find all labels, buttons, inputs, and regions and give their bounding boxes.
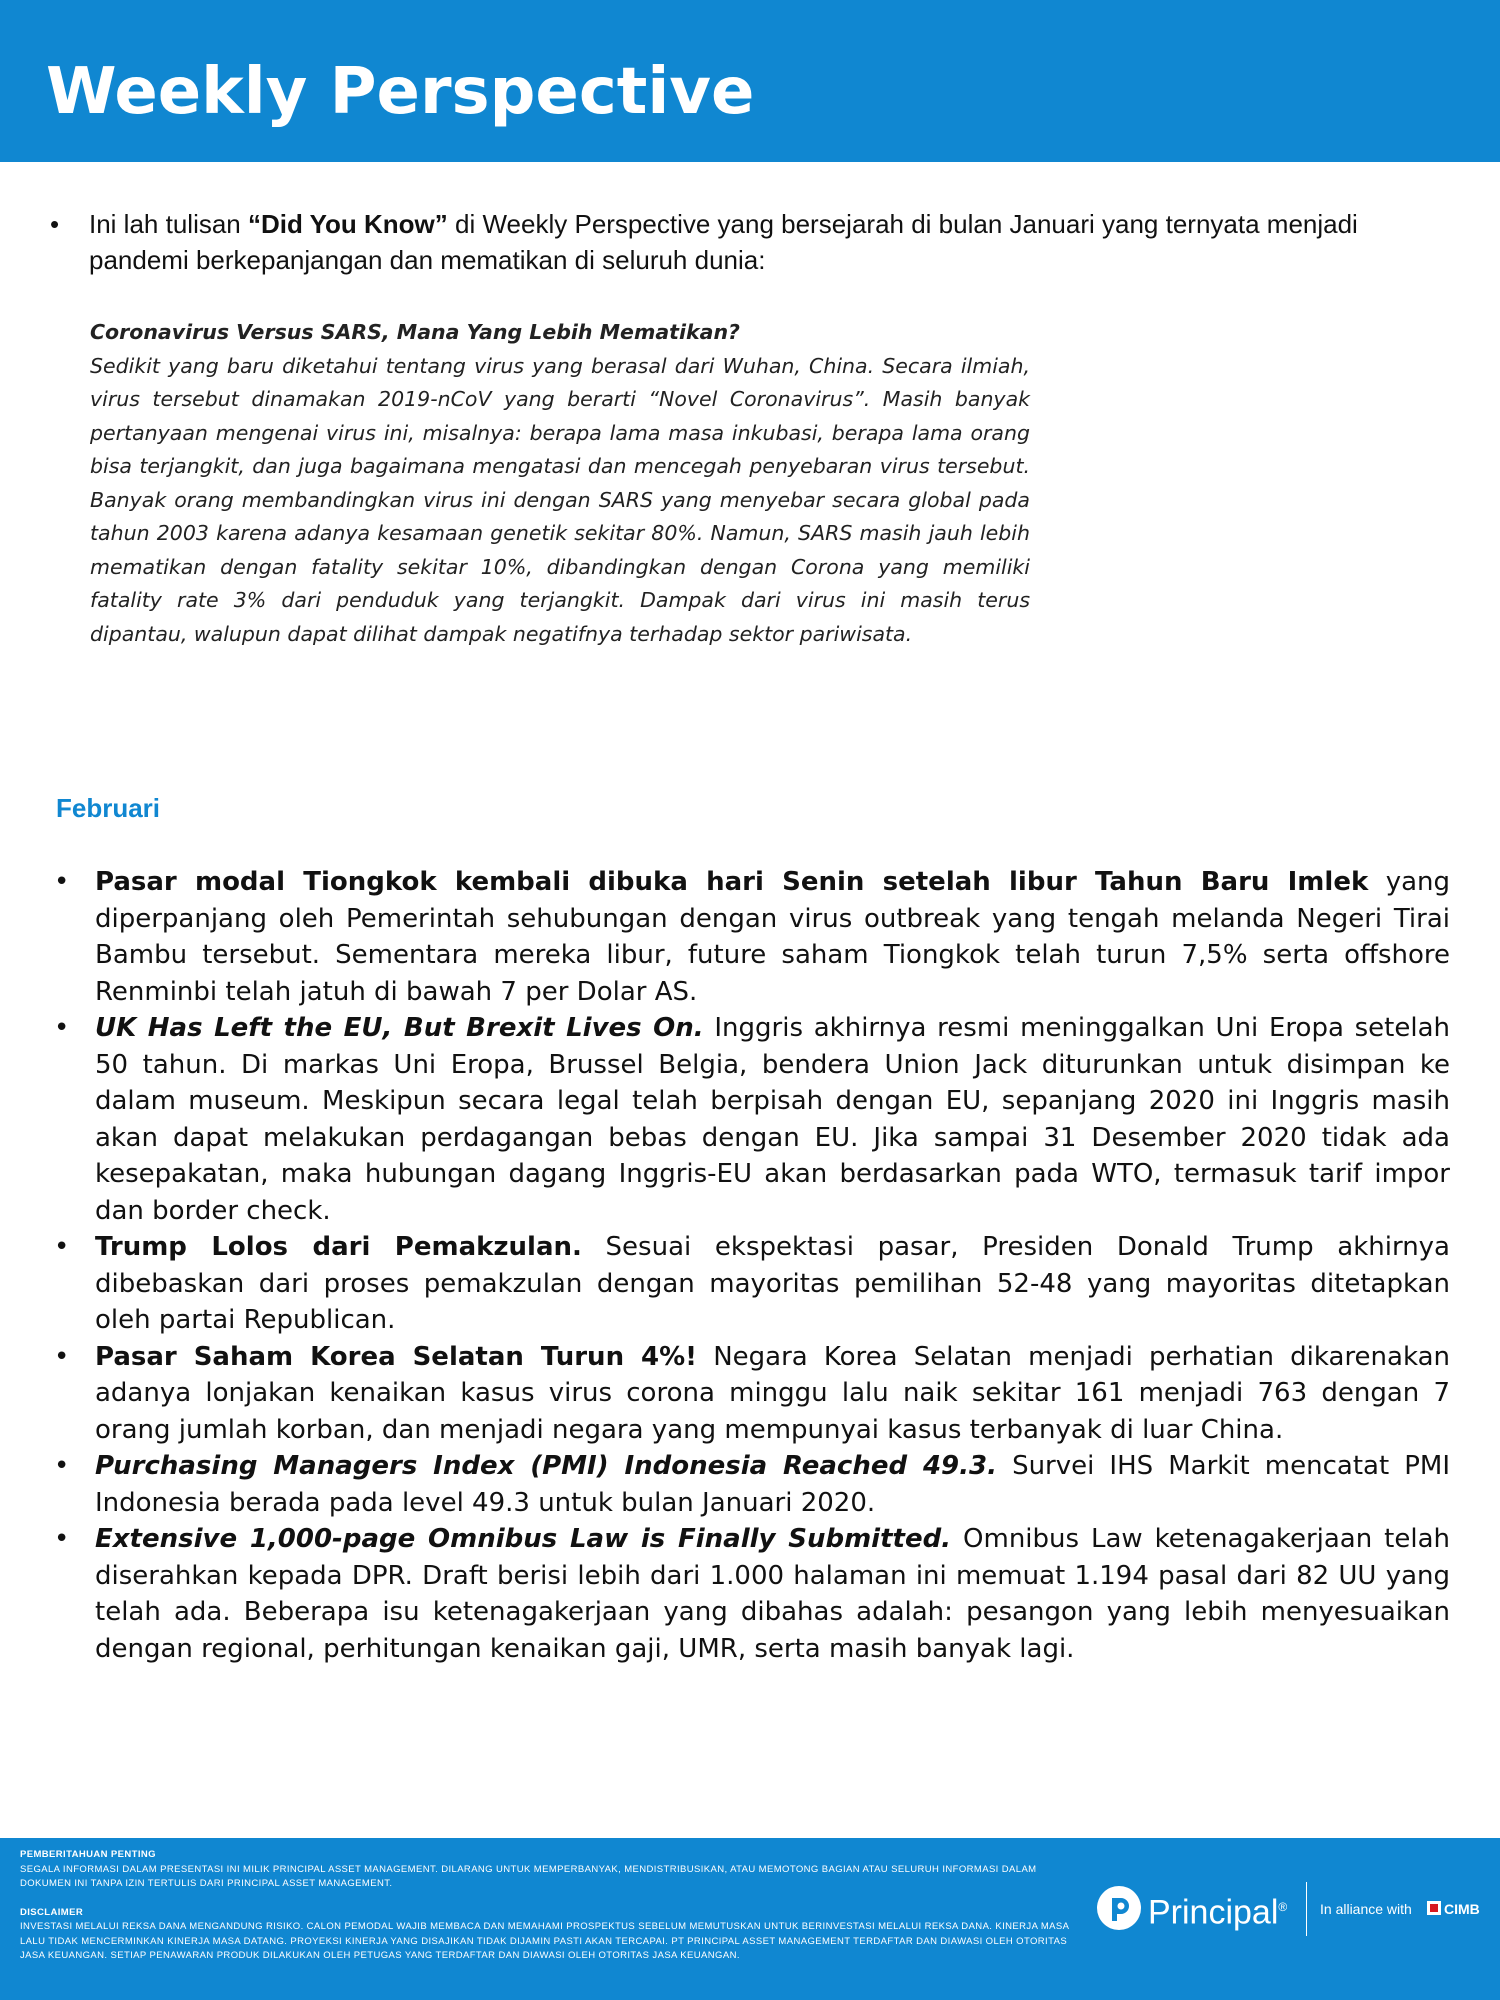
news-headline: Extensive 1,000-page Omnibus Law is Finally Submitted. — [95, 1524, 952, 1554]
cimb-logo-icon — [1427, 1901, 1441, 1915]
februari-news-list — [52, 864, 1450, 1667]
alliance-label: In alliance with — [1320, 1901, 1412, 1917]
intro-highlight: “Did You Know” — [247, 209, 448, 239]
bullet-icon: • — [54, 1341, 70, 1372]
intro-text-before: Ini lah tulisan — [89, 209, 248, 239]
news-body: yang diperpanjang oleh Pemerintah sehubungan dengan virus outbreak yang tengah melanda Negeri Tirai Bambu tersebut. Sementara mereka libur, future saham Tiongkok telah turun 7,5% serta offshore Renminbi telah jatuh di bawah 7 per Dolar AS. — [95, 867, 1450, 1007]
news-headline: UK Has Left the EU, But Brexit Lives On. — [95, 1013, 704, 1043]
news-body: Inggris akhirnya resmi meninggalkan Uni Eropa setelah 50 tahun. Di markas Uni Eropa, Brussel Belgia, bendera Union Jack diturunkan untuk disimpan ke dalam museum. Meskipun secara legal telah berpisah dengan EU, sepanjang 2020 ini Inggris masih akan dapat melakukan perdagangan bebas dengan EU. Jika sampai 31 Desember 2020 tidak ada kesepakatan, maka hubungan dagang Inggris-EU akan berdasarkan pada WTO, termasuk tarif impor dan border check. — [95, 1013, 1450, 1226]
disclaimer-text: INVESTASI MELALUI REKSA DANA MENGANDUNG RISIKO. CALON PEMODAL WAJIB MEMBACA DAN MEMAHAMI PROSPEKTUS SEBELUM MEMUTUSKAN UNTUK BERINVESTASI MELALUI REKSA DANA. KINERJA MASA LALU TIDAK MENCERMINKAN KINERJA MASA DATANG. PROYEKSI KINERJA YANG DISAJIKAN TIDAK DIJAMIN PASTI AKAN TERCAPAI. PT PRINCIPAL ASSET MANAGEMENT TERDAFTAR DAN DIAWASI OLEH OTORITAS JASA KEUANGAN. SETIAP PENAWARAN PRODUK DILAKUKAN OLEH PETUGAS YANG TERDAFTAR DAN DIAWASI OLEH OTORITAS JASA KEUANGAN. — [20, 1921, 1069, 1961]
news-item — [52, 1448, 1450, 1521]
news-item — [52, 1229, 1450, 1339]
registered-mark: ® — [1278, 1900, 1288, 1914]
footer-banner — [0, 1838, 1500, 2000]
did-you-know-quote — [90, 316, 1030, 651]
news-item — [52, 864, 1450, 1010]
notice-label: PEMBERITAHUAN PENTING — [20, 1849, 156, 1860]
news-body: Negara Korea Selatan menjadi perhatian dikarenakan adanya lonjakan kenaikan kasus virus corona minggu lalu naik sekitar 161 menjadi 763 dengan 7 orang jumlah korban, dan menjadi negara yang mempunyai kasus terbanyak di luar China. — [95, 1341, 1450, 1445]
news-headline: Pasar Saham Korea Selatan Turun 4%! — [95, 1341, 698, 1372]
header-banner — [0, 0, 1500, 162]
quote-body: Sedikit yang baru diketahui tentang virus yang berasal dari Wuhan, China. Secara ilmiah, virus tersebut dinamakan 2019-nCoV yang berarti “Novel Coronavirus”. Masih banyak pertanyaan mengenai virus ini, misalnya: berapa lama masa inkubasi, berapa lama orang bisa terjangkit, dan juga bagaimana mengatasi dan mencegah penyebaran virus tersebut. Banyak orang membandingkan virus ini dengan SARS yang menyebar secara global pada tahun 2003 karena adanya kesamaan genetik sekitar 80%. Namun, SARS masih jauh lebih mematikan dengan fatality sekitar 10%, dibandingkan dengan Corona yang memiliki fatality rate 3% dari penduduk yang terjangkit. Dampak dari virus ini masih terus dipantau, walupun dapat dilihat dampak negatifnya terhadap sektor pariwisata. — [90, 353, 1030, 646]
logo-name-text: Principal — [1148, 1893, 1279, 1932]
bullet-icon: • — [54, 867, 70, 897]
bullet-icon: • — [54, 1013, 70, 1043]
news-body: Omnibus Law ketenagakerjaan telah diserahkan kepada DPR. Draft berisi lebih dari 1.000 halaman ini memuat 1.194 pasal dari 82 UU yang telah ada. Beberapa isu ketenagakerjaan yang dibahas adalah: pesangon yang lebih menyesuaikan dengan regional, perhitungan kenaikan gaji, UMR, serta masih banyak lagi. — [95, 1524, 1450, 1664]
news-headline: Pasar modal Tiongkok kembali dibuka hari Senin setelah libur Tahun Baru Imlek — [95, 867, 1369, 897]
page-title: Weekly Perspective — [46, 55, 755, 129]
brand-logo — [1096, 1882, 1486, 1942]
intro-paragraph — [50, 206, 1450, 278]
news-headline: Purchasing Managers Index (PMI) Indonesia Reached 49.3. — [95, 1451, 997, 1481]
news-item — [52, 1521, 1450, 1667]
news-body: Survei IHS Markit mencatat PMI Indonesia berada pada level 49.3 untuk bulan Januari 2020. — [95, 1451, 1451, 1518]
notice-text: SEGALA INFORMASI DALAM PRESENTASI INI MILIK PRINCIPAL ASSET MANAGEMENT. DILARANG UNTUK MEMPERBANYAK, MENDISTRIBUSIKAN, ATAU MEMOTONG BAGIAN ATAU SELURUH INFORMASI DALAM DOKUMEN INI TANPA IZIN TERTULIS DARI PRINCIPAL ASSET MANAGEMENT. — [20, 1863, 1037, 1889]
news-item — [52, 1339, 1450, 1449]
logo-divider — [1306, 1882, 1307, 1936]
quote-title: Coronavirus Versus SARS, Mana Yang Lebih Mematikan? — [90, 320, 740, 344]
partner-name: CIMB — [1444, 1901, 1480, 1917]
bullet-icon: • — [54, 1451, 70, 1481]
bullet-icon: • — [54, 1232, 70, 1262]
news-headline: Trump Lolos dari Pemakzulan. — [95, 1232, 582, 1262]
intro-text-after: di Weekly Perspective yang bersejarah di bulan Januari yang ternyata menjadi pandemi berkepanjangan dan mematikan di seluruh dunia: — [89, 209, 1358, 275]
news-item — [52, 1010, 1450, 1229]
intro-bullet-item — [50, 206, 1450, 278]
disclaimer-label: DISCLAIMER — [20, 1906, 84, 1918]
section-heading-februari: Februari — [56, 793, 161, 823]
footer-legal-text — [20, 1848, 1080, 1978]
bullet-icon: • — [50, 209, 60, 239]
news-body: Sesuai ekspektasi pasar, Presiden Donald Trump akhirnya dibebaskan dari proses pemakzulan dengan mayoritas pemilihan 52-48 yang mayoritas ditetapkan oleh partai Republican. — [95, 1232, 1450, 1335]
logo-wordmark — [1148, 1884, 1287, 1935]
bullet-icon: • — [54, 1524, 70, 1554]
principal-logo-icon — [1096, 1885, 1142, 1931]
